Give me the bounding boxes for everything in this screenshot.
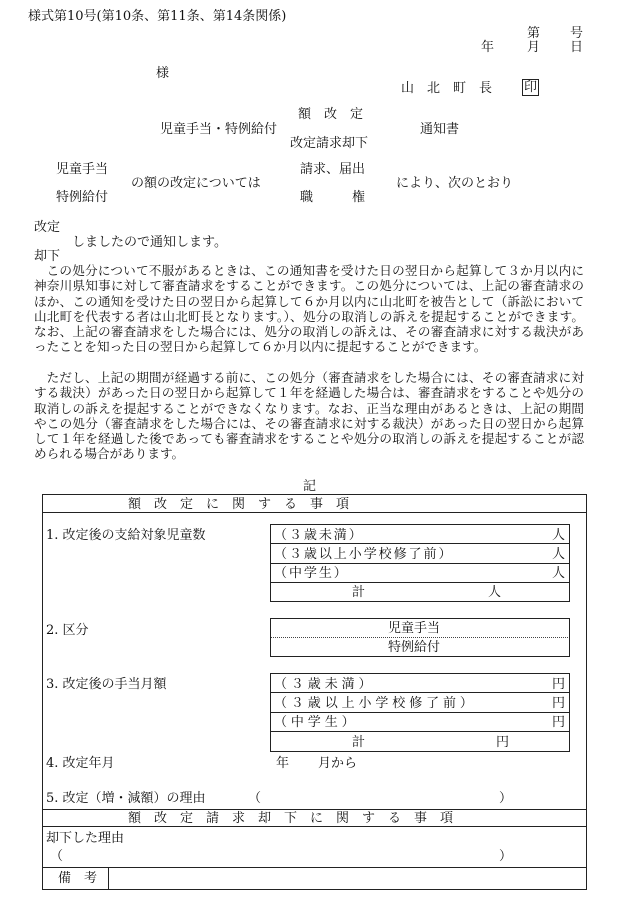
item3-row-3-to-elementary-unit: 円 [552, 696, 566, 711]
item1-row-under3-unit: 人 [552, 528, 566, 543]
item2-option-jidou-teate: 児童手当 [388, 621, 441, 636]
title-option-kyakka: 改定請求却下 [290, 136, 369, 151]
rejection-reason-label: 却下した理由 [46, 831, 125, 846]
remarks-label: 備 考 [58, 871, 98, 886]
date-month: 月 [527, 40, 541, 55]
section2-heading: 額 改 定 請 求 却 下 に 関 す る 事 項 [128, 811, 454, 826]
item1-row-junior-high-unit: 人 [552, 566, 566, 581]
item1-total-label: 計 [352, 585, 366, 600]
item4-label: 4. 改定年月 [46, 756, 115, 771]
appeal-notice-paragraph-1: この処分について不服があるときは、この通知書を受けた日の翌日から起算して３か月以内に神奈川県知事に対して審査請求をすることができます。この処分については、上記の審査請求のほか、この通知を受けた日の翌日から起算して６か月以内に山北町を被告として（訴訟において山北町を代表する者は山北町長となります。）、処分の取消しの訴えを提起することができます。なお、上記の審査請求をした場合には、処分の取消しの訴えは、その審査請求に対する裁決があったことを知った日の翌日から起算して６か月以内に提起することができます。 [34, 263, 584, 355]
result-text: しましたので通知します。 [72, 235, 227, 250]
item2-label: 2. 区分 [46, 623, 89, 638]
item3-row-junior-high: （中学生） [274, 715, 359, 730]
item1-row-3-to-elementary: （３歳以上小学校修了前） [274, 547, 454, 562]
item5-paren-open: （ [248, 791, 262, 806]
doc-number-go: 号 [570, 26, 584, 41]
item3-row-3-to-elementary: （３歳以上小学校修了前） [274, 696, 477, 711]
result-kyakka: 却下 [34, 249, 61, 264]
item3-total-unit: 円 [496, 735, 510, 750]
item1-label: 1. 改定後の支給対象児童数 [46, 528, 206, 543]
item3-label: 3. 改定後の手当月額 [46, 677, 167, 692]
item1-row-3-to-elementary-unit: 人 [552, 547, 566, 562]
title-suffix: 通知書 [420, 122, 460, 137]
item5-label: 5. 改定（増・減額）の理由 [46, 791, 206, 806]
intro-middle: の額の改定については [131, 176, 261, 191]
item1-row-under3: （３歳未満） [274, 528, 364, 543]
date-day: 日 [570, 40, 584, 55]
item1-total-unit: 人 [488, 585, 502, 600]
item4-month-from: 月から [318, 756, 358, 771]
form-number: 様式第10号(第10条、第11条、第14条関係) [28, 9, 287, 24]
date-year: 年 [481, 40, 495, 55]
item5-paren-close: ） [499, 791, 513, 806]
section1-heading: 額 改 定 に 関 す る 事 項 [128, 497, 350, 512]
result-kaitei: 改定 [34, 220, 61, 235]
item2-option-tokurei: 特例給付 [388, 640, 441, 655]
intro-tail: により、次のとおり [396, 176, 514, 191]
intro-seikyu: 請求、届出 [300, 162, 366, 177]
doc-number-dai: 第 [527, 26, 541, 41]
item3-row-junior-high-unit: 円 [552, 715, 566, 730]
item3-total-label: 計 [352, 735, 366, 750]
addressee-sama: 様 [156, 66, 170, 81]
intro-shokken: 職 権 [300, 190, 366, 205]
item1-row-junior-high: （中学生） [274, 566, 349, 581]
issuer-name: 山 北 町 長 [401, 81, 493, 96]
appeal-notice-paragraph-2: ただし、上記の期間が経過する前に、この処分（審査請求をした場合には、その審査請求に対する裁決）があった日の翌日から起算して１年を経過した場合は、審査請求をすることや処分の取消しの訴えを提起することができなくなります。なお、正当な理由があるときは、上記の期間やこの処分（審査請求をした場合には、その審査請求に対する裁決）があった日の翌日から起算して１年を経過した後であっても審査請求をすることや処分の取消しの訴えを提起することが認められる場合があります。 [34, 370, 584, 462]
item3-row-under3-unit: 円 [552, 677, 566, 692]
item3-row-under3: （３歳未満） [274, 677, 376, 692]
issuer-seal: 印 [524, 80, 538, 95]
rejection-reason-paren-open: （ [50, 849, 64, 864]
rejection-reason-paren-close: ） [499, 849, 513, 864]
ki-label: 記 [303, 479, 317, 494]
title-option-gaku-kaitei: 額 改 定 [298, 107, 364, 122]
intro-tokurei: 特例給付 [56, 190, 109, 205]
title-subject: 児童手当・特例給付 [160, 122, 278, 137]
item4-year: 年 [276, 756, 290, 771]
intro-jidou-teate: 児童手当 [56, 162, 109, 177]
